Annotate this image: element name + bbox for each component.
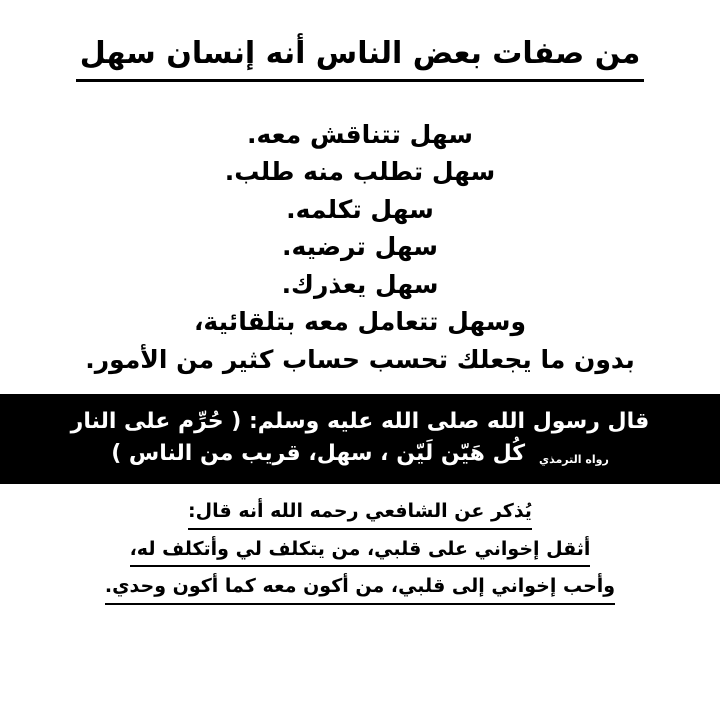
hadith-block xyxy=(0,394,720,484)
hadith-line-2-row xyxy=(0,438,720,470)
list-item: سهل تطلب منه طلب. xyxy=(224,157,496,187)
quote-line-2-wrapper xyxy=(0,536,720,568)
list-item: سهل يعذرك. xyxy=(281,269,439,299)
hadith-line-1: قال رسول الله صلى الله عليه وسلم: ( حُرِّم على النار xyxy=(70,409,650,435)
list-item: سهل تكلمه. xyxy=(286,194,434,224)
list-item: سهل تتناقش معه. xyxy=(247,119,473,149)
quote-line-1: يُذكر عن الشافعي رحمه الله أنه قال: xyxy=(188,498,532,530)
hadith-source: رواه الترمذي xyxy=(539,453,609,467)
list-item: بدون ما يجعلك تحسب حساب كثير من الأمور. xyxy=(85,344,635,374)
quote-line-3: وأحب إخواني إلى قلبي، من أكون معه كما أكون وحدي. xyxy=(105,573,615,605)
list-item: سهل ترضيه. xyxy=(281,232,439,262)
page-title: من صفات بعض الناس أنه إنسان سهل xyxy=(76,34,645,82)
list-item: وسهل تتعامل معه بتلقائية، xyxy=(193,307,527,337)
quote-line-1-wrapper xyxy=(0,498,720,530)
quote-line-3-wrapper xyxy=(0,573,720,605)
quote-line-2: أثقل إخواني على قلبي، من يتكلف لي وأتكلف له، xyxy=(130,536,591,568)
shafii-quote-block xyxy=(0,498,720,605)
hadith-line-2: كُل هَيّن لَيّن ، سهل، قريب من الناس ) xyxy=(111,441,526,467)
traits-list xyxy=(0,116,720,379)
title-block xyxy=(0,14,720,102)
